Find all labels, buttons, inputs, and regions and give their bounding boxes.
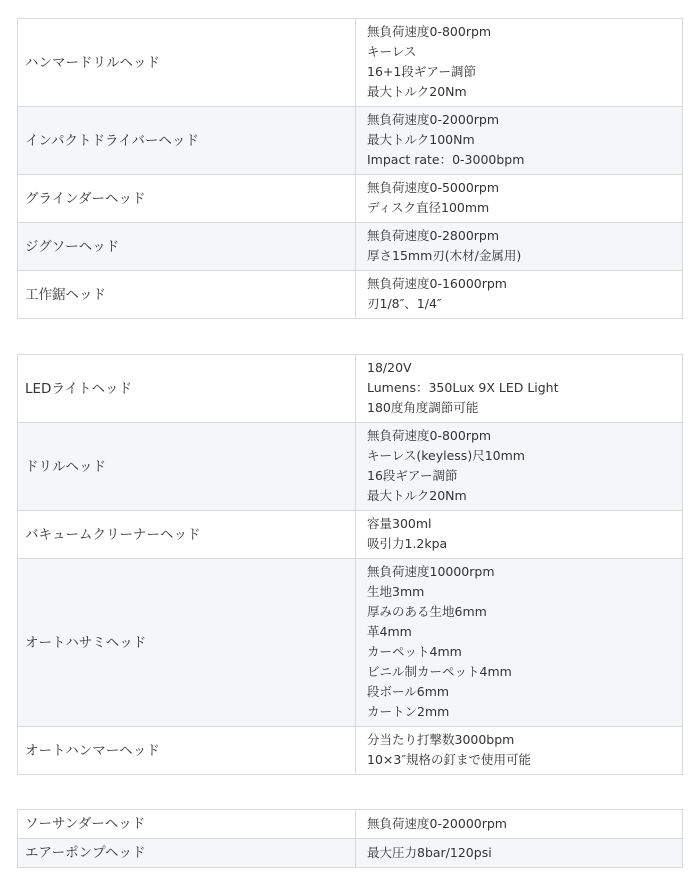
spec-list (356, 727, 683, 775)
spec-list (356, 355, 683, 423)
table-row (18, 107, 683, 175)
head-name: オートハサミヘッド (18, 559, 356, 727)
spec-line: 無負荷速度0-2800rpm (367, 228, 500, 243)
spec-line: 無負荷速度0-2000rpm (367, 112, 500, 127)
table-row (18, 511, 683, 559)
head-name: ジグソーヘッド (18, 223, 356, 271)
spec-list (356, 839, 683, 868)
spec-line: Lumens：350Lux 9X LED Light (367, 380, 559, 395)
spec-line: ディスク直径100mm (367, 200, 490, 215)
spec-line: 180度角度調節可能 (367, 400, 479, 415)
spec-list (356, 271, 683, 319)
head-name: グラインダーヘッド (18, 175, 356, 223)
spec-table-1 (17, 18, 683, 319)
spec-line: ビニル制カーペット4mm (367, 664, 512, 679)
head-name: LEDライトヘッド (18, 355, 356, 423)
spec-list (356, 423, 683, 511)
spec-line: キーレス (367, 44, 417, 59)
table-row (18, 355, 683, 423)
head-name: バキュームクリーナーヘッド (18, 511, 356, 559)
spec-line: 革4mm (367, 624, 412, 639)
spec-list (356, 223, 683, 271)
spec-line: 厚みのある生地6mm (367, 604, 487, 619)
spec-line: 吸引力1.2kpa (367, 536, 448, 551)
spec-line: Impact rate：0-3000bpm (367, 152, 525, 167)
spec-line: 無負荷速度0-20000rpm (367, 816, 507, 831)
spec-line: 段ボール6mm (367, 684, 450, 699)
table-row (18, 810, 683, 839)
spec-line: 容量300ml (367, 516, 432, 531)
spec-list (356, 559, 683, 727)
spec-line: 無負荷速度0-800rpm (367, 428, 492, 443)
spec-table-3 (17, 809, 683, 868)
spec-list (356, 511, 683, 559)
head-name: ドリルヘッド (18, 423, 356, 511)
head-name: 工作鋸ヘッド (18, 271, 356, 319)
head-name: エアーポンプヘッド (18, 839, 356, 868)
table-row (18, 19, 683, 107)
table-row (18, 839, 683, 868)
table-row (18, 223, 683, 271)
spec-line: 18/20V (367, 360, 412, 375)
spec-line: 16+1段ギアー調節 (367, 64, 476, 79)
spec-line: 刃1/8″、1/4″ (367, 296, 442, 311)
spec-line: 無負荷速度10000rpm (367, 564, 495, 579)
spec-list (356, 175, 683, 223)
spec-line: カーペット4mm (367, 644, 462, 659)
table-row (18, 727, 683, 775)
spec-list (356, 107, 683, 175)
spec-line: カートン2mm (367, 704, 450, 719)
spec-line: キーレス(keyless)尺10mm (367, 448, 525, 463)
spec-line: 無負荷速度0-16000rpm (367, 276, 507, 291)
head-name: オートハンマーヘッド (18, 727, 356, 775)
table-row (18, 271, 683, 319)
spec-line: 最大トルク20Nm (367, 84, 467, 99)
spec-line: 10×3″規格の釘まで使用可能 (367, 752, 532, 767)
spec-line: 無負荷速度0-800rpm (367, 24, 492, 39)
head-name: ソーサンダーヘッド (18, 810, 356, 839)
spec-line: 生地3mm (367, 584, 425, 599)
table-row (18, 423, 683, 511)
spec-line: 最大トルク20Nm (367, 488, 467, 503)
spec-table-2 (17, 354, 683, 775)
spec-line: 分当たり打撃数3000bpm (367, 732, 515, 747)
spec-line: 無負荷速度0-5000rpm (367, 180, 500, 195)
table-row (18, 559, 683, 727)
spec-line: 厚さ15mm刃(木材/金属用) (367, 248, 522, 263)
head-name: インパクトドライバーヘッド (18, 107, 356, 175)
table-row (18, 175, 683, 223)
spec-line: 最大圧力8bar/120psi (367, 845, 492, 860)
spec-list (356, 19, 683, 107)
head-name: ハンマードリルヘッド (18, 19, 356, 107)
spec-line: 16段ギアー調節 (367, 468, 458, 483)
spec-line: 最大トルク100Nm (367, 132, 475, 147)
spec-list (356, 810, 683, 839)
